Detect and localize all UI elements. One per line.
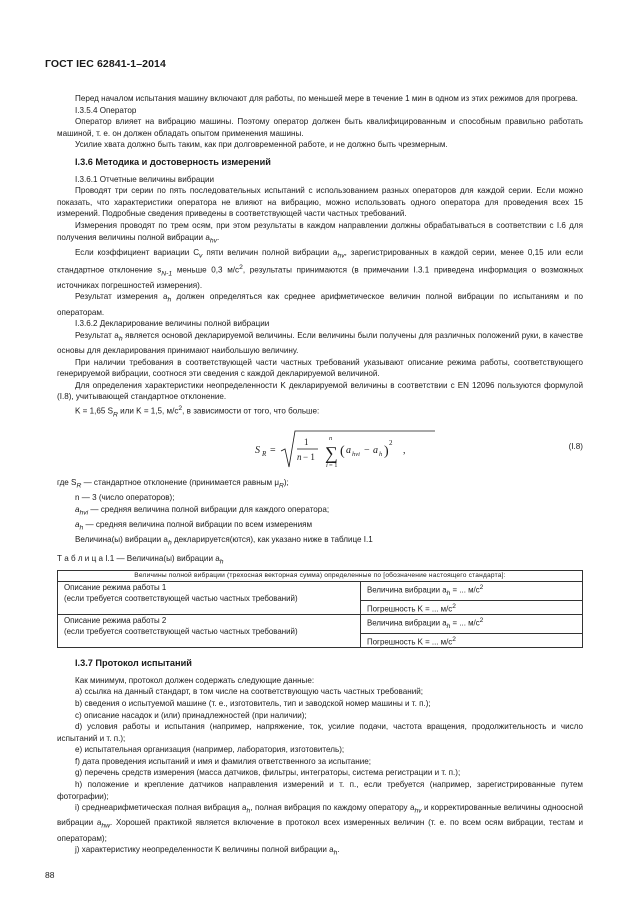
table-header-row <box>58 571 583 582</box>
svg-text:a: a <box>346 444 351 456</box>
paragraph: Как минимум, протокол должен содержать следующие данные: <box>75 675 315 685</box>
paragraph: Для определения характеристики неопределенности K декларируемой величины в соответствии с EN 12096 пользуются формулой (I.8), учитывающей стандартное отклонение. <box>57 380 583 402</box>
list-item: e) испытательная организация (например, лаборатория, изготовитель); <box>75 745 345 755</box>
paragraph: Усилие хвата должно быть таким, как при долговременной работе, и не должно быть чрезмерным. <box>75 140 448 150</box>
list-item: g) перечень средств измерения (масса датчиков, фильтры, интеграторы, система регистрации и т. п.); <box>75 768 461 778</box>
clause-heading: I.3.6.2 Декларирование величины полной вибрации <box>75 319 270 329</box>
page-number: 88 <box>45 870 55 880</box>
svg-text:2: 2 <box>389 438 393 447</box>
svg-text:i: i <box>326 461 328 469</box>
paragraph: K = 1,65 $S_R$ или K = 1,5, $м/с^2$, в зависимости от того, что больше: <box>75 404 320 419</box>
section-heading: I.3.7 Протокол испытаний <box>75 658 192 669</box>
paragraph: Если коэффициент вариации $C_v$ пяти величин полной вибрации $a_{hv}$, зарегистрированных в каждой серии, менее 0,15 или если стандартное отклонение $s_{N-1}$ меньше 0,3 $м/с^2$, результаты принимаются (в примечании I.3.1 приведена информация о возможных источниках погрешностей измерения). <box>57 247 583 290</box>
variable-definition: Величина(ы) вибрации $a_h$ декларируется(ются), как указано ниже в таблице I.1 <box>75 535 373 547</box>
svg-text:n: n <box>329 434 333 442</box>
variable-definition: n — 3 (число операторов); <box>75 493 175 503</box>
list-item: b) сведения о испытуемой машине (т. е., изготовитель, тип и заводской номер машины и т. п.); <box>75 698 431 708</box>
svg-text:): ) <box>384 443 389 459</box>
value-cell: Величина вибрации $a_h$ = ... $м/с^2$ <box>361 615 583 633</box>
where-clause: где $S_R$ — стандартное отклонение (принимается равным $\mu_R$); <box>57 477 289 490</box>
svg-text:− 1: − 1 <box>303 451 315 462</box>
paragraph: Измерения проводят по трем осям, при этом результаты в каждом направлении должны обрабатываться в соответствии с I.6 для получения величины полной вибрации $a_{hv}$. <box>57 220 583 245</box>
paragraph: Проводят три серии по пять последовательных испытаний с использованием разных операторов для каждой серии. Если можно показать, что характеристики оператора не влияют на вибрацию, можно использовать одного оператора для проведения всех 15 измерений. Подробные сведения приведены в соответствующей части частных требований. <box>57 186 583 219</box>
formula-i8 <box>57 423 583 475</box>
paragraph: Результат $a_h$ является основой декларируемой величины. Если величины были получены для различных положений руки, в качестве основы для декларирования принимают наибольшую величину. <box>57 330 583 356</box>
variable-definition: $a_{hvi}$ — средняя величина полной вибрации для каждого оператора; <box>75 504 330 517</box>
paragraph: Результат измерения $a_h$ должен определяться как среднее арифметическое величин полной вибрации по испытаниям и по операторам. <box>57 292 583 317</box>
svg-text:S: S <box>255 444 260 456</box>
svg-text:hvi: hvi <box>352 450 360 458</box>
list-item: j) характеристику неопределенности K величины полной вибрации $a_h$. <box>75 845 340 857</box>
svg-text:1: 1 <box>304 436 309 447</box>
list-item: i) среднеарифметическая полная вибрация $a_h$, полная вибрация по каждому оператору $a_{hv}$ и корректированные величины одноосной вибрации $a_{hw}$. Хорошей практикой является включение в протокол всех измеренных величин (т. е. по всем осям вибрации, тестам и операторам); <box>57 803 584 843</box>
table-row <box>58 615 583 633</box>
svg-text:a: a <box>373 444 378 456</box>
paragraph: Перед началом испытания машину включают для работы, по меньшей мере в течение 1 мин в одном из этих режимов для прогрева. <box>75 94 578 103</box>
list-item: d) условия работы и испытания (например, напряжение, ток, усилие подачи, частота вращения, продолжительность и число испытаний и т. п.); <box>57 722 583 743</box>
svg-text:n: n <box>297 451 302 462</box>
svg-text:R: R <box>262 449 267 458</box>
svg-text:−: − <box>364 444 370 456</box>
formula-graphic <box>57 423 457 475</box>
value-cell: Величина вибрации $a_h$ = ... $м/с^2$ <box>361 582 583 600</box>
list-item: c) описание насадок и (или) принадлежностей (при наличии); <box>75 710 307 720</box>
svg-text:h: h <box>379 450 383 458</box>
formula-number: (I.8) <box>568 441 583 451</box>
mode-cell: Описание режима работы 1 (если требуется соответствующей частью частных требований) <box>58 582 361 615</box>
page-body <box>57 93 583 859</box>
svg-text:∑: ∑ <box>325 442 338 463</box>
variable-definition: $a_h$ — средняя величина полной вибрации по всем измерениям <box>75 519 313 532</box>
list-item: a) ссылка на данный стандарт, в том числе на соответствующую часть частных требований; <box>75 687 424 697</box>
error-cell: Погрешность K = ... $м/с^2$ <box>361 633 583 648</box>
svg-text:= 1: = 1 <box>329 461 338 469</box>
table-caption: Т а б л и ц а I.1 — Величина(ы) вибрации $a_h$ <box>57 554 224 566</box>
paragraph: При наличии требования в соответствующей части частных требований указывают описание режима работы, соответствующего генерируемой вибрации, соотнося эти сведения с каждой декларируемой величиной. <box>57 357 583 379</box>
mode-cell: Описание режима работы 2 (если требуется соответствующей частью частных требований) <box>58 615 361 648</box>
svg-text:(: ( <box>340 443 345 459</box>
svg-text:=: = <box>270 444 276 456</box>
section-heading: I.3.6 Методика и достоверность измерений <box>75 156 271 167</box>
clause-heading: I.3.5.4 Оператор <box>75 105 137 115</box>
vibration-table <box>57 570 583 648</box>
list-item: h) положение и крепление датчиков направления измерений и т. п., если требуется (например, зарегистрированные путем фотографии); <box>57 780 583 801</box>
list-item: f) дата проведения испытаний и имя и фамилия ответственного за испытание; <box>75 756 371 766</box>
standard-header: ГОСТ IEC 62841-1–2014 <box>45 58 166 70</box>
paragraph: Оператор влияет на вибрацию машины. Поэтому оператор должен быть квалифицированным и способным правильно работать машиной, т. е. он должен обладать опытом применения машины. <box>57 117 583 138</box>
clause-heading: I.3.6.1 Отчетные величины вибрации <box>75 174 215 184</box>
svg-text:,: , <box>403 444 406 456</box>
table-row <box>58 582 583 600</box>
table-header-cell: Величины полной вибрации (трехосная векторная сумма) определенные по [обозначение настоящего стандарта]: <box>58 571 583 582</box>
error-cell: Погрешность K = ... $м/с^2$ <box>361 600 583 615</box>
